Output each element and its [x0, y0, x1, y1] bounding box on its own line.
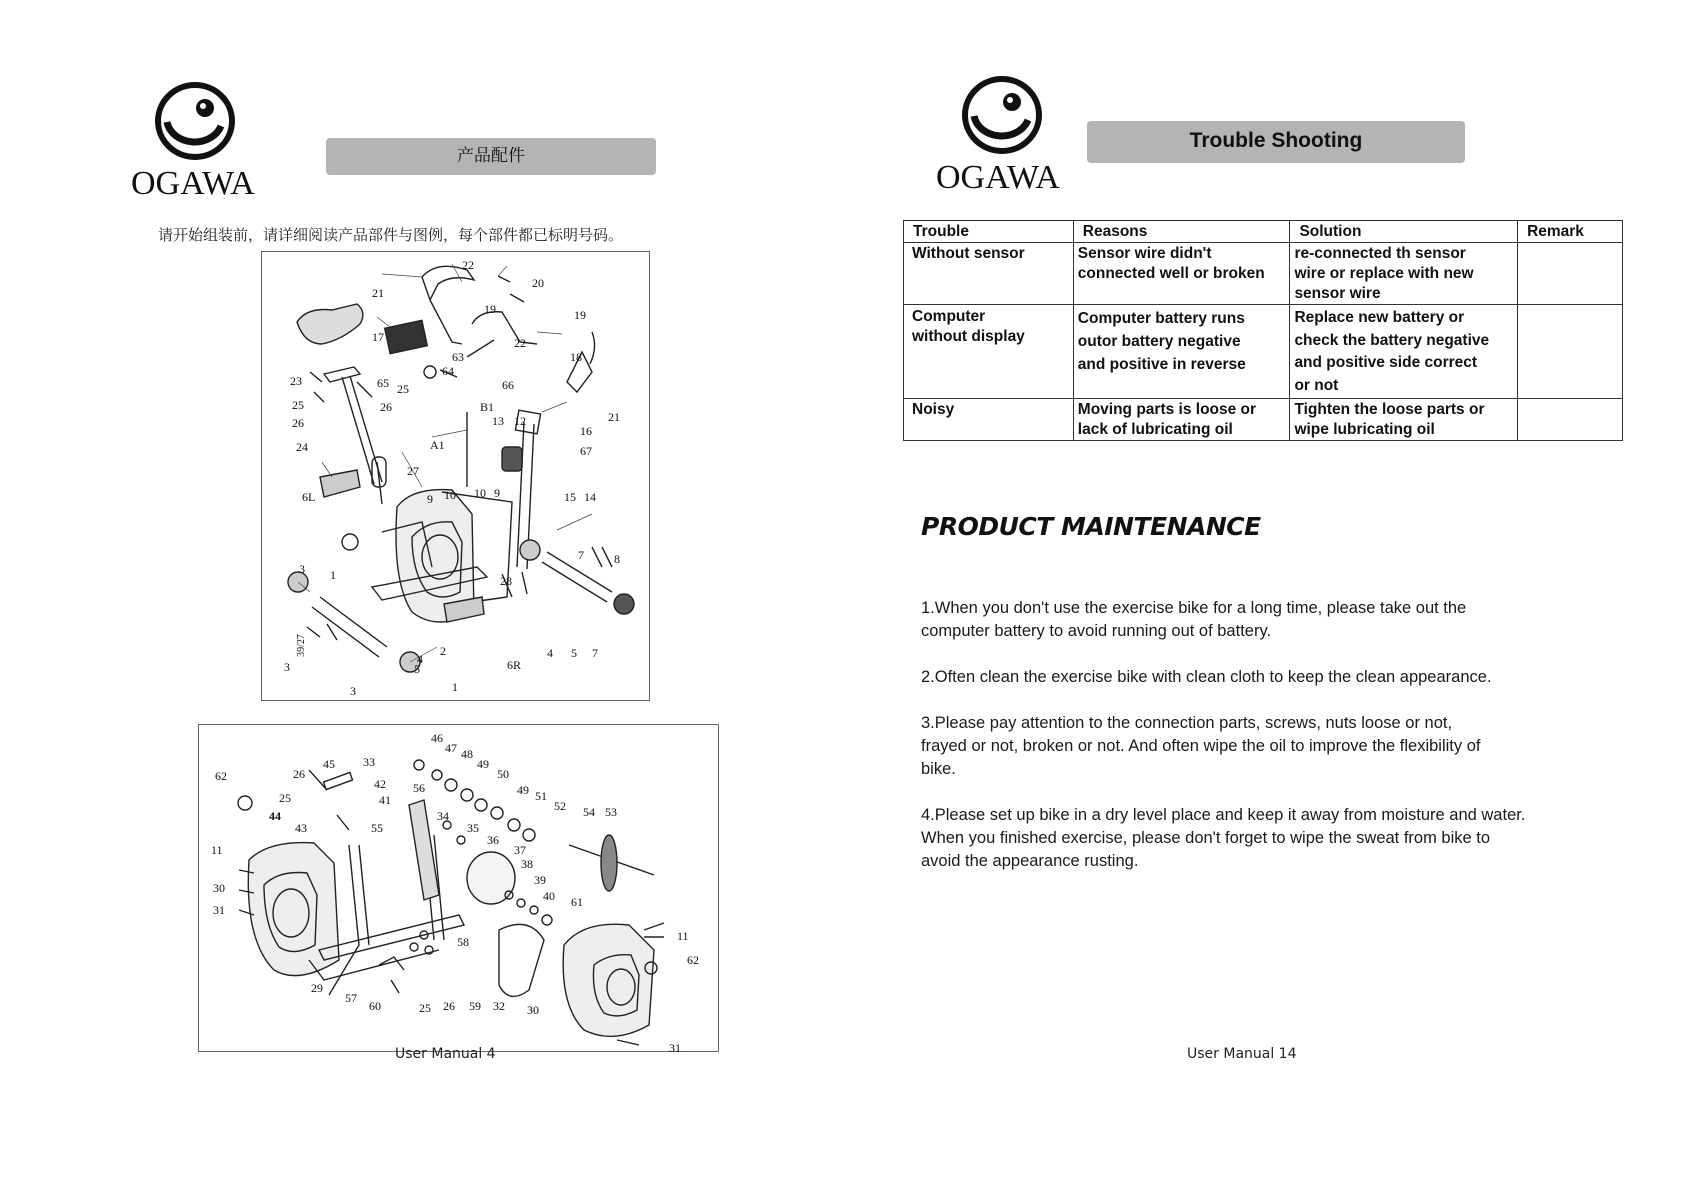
row-remark: [1518, 305, 1623, 399]
paragraph-line: avoid the appearance rusting.: [921, 852, 1139, 870]
paragraph-line: When you finished exercise, please don't forget to wipe the sweat from bike to: [921, 829, 1491, 847]
table-row: [904, 399, 1623, 441]
cell-line: check the battery negative: [1294, 331, 1490, 349]
part-number-label: 39: [534, 873, 546, 887]
part-number-label: 32: [493, 999, 505, 1013]
part-number-label: 3: [299, 562, 305, 576]
table-row: [904, 305, 1623, 399]
part-number-label: 33: [363, 755, 375, 769]
cell-line: and positive in reverse: [1077, 356, 1246, 373]
part-number-label: 17: [372, 330, 384, 344]
part-number-label: 7: [578, 548, 584, 562]
part-number-label: 14: [584, 490, 596, 504]
row-reasons: [1073, 399, 1290, 441]
part-number-label: B1: [480, 400, 495, 414]
part-number-label: 22: [514, 336, 526, 350]
part-number-label: 42: [374, 777, 386, 791]
part-number-label: 25: [279, 791, 291, 805]
cell-line: Tighten the loose parts or: [1294, 401, 1485, 418]
part-number-label: 18: [570, 350, 582, 364]
header-reasons: Reasons: [1073, 221, 1290, 243]
header-remark: Remark: [1518, 221, 1623, 243]
maintenance-item: [921, 804, 1641, 873]
part-number-label: 1: [330, 568, 336, 582]
paragraph-line: 3.Please pay attention to the connection parts, screws, nuts loose or not,: [921, 714, 1453, 732]
part-number-label: 60: [369, 999, 381, 1013]
part-number-label: 3: [284, 660, 290, 674]
part-number-label: 67: [580, 444, 592, 458]
part-number-label: 51: [535, 789, 547, 803]
part-number-label: 65: [377, 376, 389, 390]
cell-line: wire or replace with new: [1294, 265, 1474, 282]
part-number-label: 24: [296, 440, 308, 454]
part-number-label: 25: [419, 1001, 431, 1015]
part-number-label: 26: [293, 767, 305, 781]
cell-line: Replace new battery or: [1294, 309, 1465, 326]
right-page-footer: User Manual 14: [1187, 1046, 1297, 1062]
paragraph-line: 2.Often clean the exercise bike with clean cloth to keep the clean appearance.: [921, 668, 1492, 686]
maintenance-item: [921, 712, 1621, 781]
part-number-label: 43: [295, 821, 307, 835]
part-number-label: 2: [440, 644, 446, 658]
part-number-label: 26: [380, 400, 392, 414]
cell-line: Sensor wire didn't: [1077, 245, 1212, 262]
assembly-intro: 请开始组装前，请详细阅读产品部件与图例，每个部件都已标明号码。: [158, 226, 624, 244]
part-number-label: 55: [371, 821, 383, 835]
part-number-label: 12: [514, 414, 526, 428]
part-number-label: 20: [532, 276, 544, 290]
part-number-label: 21: [372, 286, 384, 300]
part-number-label: 30: [213, 881, 225, 895]
part-number-label: 50: [497, 767, 509, 781]
flywheel-exploded-view-icon: [199, 725, 718, 1051]
row-trouble: [904, 305, 1074, 399]
cell-line: outor battery negative: [1077, 333, 1241, 350]
part-number-label: 15: [564, 490, 576, 504]
part-number-label: 6R: [507, 658, 522, 672]
part-number-label: 62: [687, 953, 699, 967]
part-number-label: 62: [215, 769, 227, 783]
part-number-label: 40: [543, 889, 555, 903]
part-number-label: 58: [457, 935, 469, 949]
paragraph-line: computer battery to avoid running out of battery.: [921, 622, 1272, 640]
cell-line: sensor wire: [1294, 285, 1381, 302]
part-number-label: 38: [521, 857, 533, 871]
left-page-footer: User Manual 4: [395, 1046, 496, 1062]
cell-line: without display: [912, 328, 1025, 345]
ogawa-logo-icon: [962, 76, 1048, 154]
header-trouble: Trouble: [904, 221, 1074, 243]
part-number-label: 31: [669, 1041, 681, 1055]
exploded-diagram-main: [261, 251, 650, 701]
part-number-label: 26: [443, 999, 455, 1013]
part-number-label: 41: [379, 793, 391, 807]
part-number-label: 44: [269, 809, 281, 823]
part-number-label: 56: [413, 781, 425, 795]
logo-wordmark: OGAWA: [131, 165, 255, 202]
table-header-row: [904, 221, 1623, 243]
part-number-label: 11: [211, 843, 223, 857]
part-number-label: 16: [580, 424, 592, 438]
parts-header-bar: [326, 138, 656, 175]
maintenance-item: [921, 666, 1621, 689]
part-number-label: 54: [583, 805, 595, 819]
cell-line: connected well or broken: [1077, 265, 1265, 282]
troubleshooting-table: [903, 220, 1623, 441]
part-number-label: 19: [484, 302, 496, 316]
cell-line: Computer: [912, 308, 986, 325]
table-row: [904, 243, 1623, 305]
part-number-label: 25: [292, 398, 304, 412]
row-reasons: [1073, 305, 1290, 399]
part-number-label: 21: [608, 410, 620, 424]
row-remark: [1518, 243, 1623, 305]
paragraph-line: 1.When you don't use the exercise bike for a long time, please take out the: [921, 599, 1467, 617]
part-number-label: 37: [514, 843, 526, 857]
ogawa-logo-icon: [155, 82, 241, 160]
part-number-label: 34: [437, 809, 449, 823]
part-number-label: 57: [345, 991, 357, 1005]
part-number-label: 61: [571, 895, 583, 909]
part-number-label: 48: [461, 747, 473, 761]
part-number-label: 22: [462, 258, 474, 272]
part-number-label: 4: [417, 652, 423, 666]
part-number-label: 8: [614, 552, 620, 566]
paragraph-line: bike.: [921, 760, 956, 778]
part-number-label: 11: [677, 929, 689, 943]
part-number-label: 13: [492, 414, 504, 428]
cell-line: lack of lubricating oil: [1077, 421, 1233, 438]
part-number-label: 5: [571, 646, 577, 660]
cell-line: Moving parts is loose or: [1077, 401, 1257, 418]
part-number-label: 25: [397, 382, 409, 396]
parts-header-title: 产品配件: [457, 146, 525, 166]
row-remark: [1518, 399, 1623, 441]
part-number-label: 31: [213, 903, 225, 917]
part-number-label: 30: [527, 1003, 539, 1017]
part-number-label: 10: [474, 486, 486, 500]
part-number-label: 47: [445, 741, 457, 755]
cell-line: Without sensor: [912, 245, 1025, 262]
paragraph-line: 4.Please set up bike in a dry level place and keep it away from moisture and water.: [921, 806, 1526, 824]
part-number-label: 9: [494, 486, 500, 500]
row-solution: [1290, 243, 1518, 305]
part-number-label: 4: [547, 646, 553, 660]
row-trouble: [904, 243, 1074, 305]
part-number-label: 23: [290, 374, 302, 388]
part-number-label: 52: [554, 799, 566, 813]
part-number-label: 66: [502, 378, 514, 392]
paragraph-line: frayed or not, broken or not. And often wipe the oil to improve the flexibility of: [921, 737, 1481, 755]
part-number-label: 35: [467, 821, 479, 835]
trouble-shooting-header-bar: [1087, 121, 1465, 163]
part-number-label: 29: [311, 981, 323, 995]
part-number-label: 46: [431, 731, 443, 745]
maintenance-item: [921, 597, 1621, 643]
row-solution: [1290, 399, 1518, 441]
part-number-label: 53: [605, 805, 617, 819]
cell-line: Noisy: [912, 401, 955, 418]
cell-line: wipe lubricating oil: [1294, 421, 1435, 438]
logo-wordmark: OGAWA: [936, 159, 1060, 196]
part-number-label: 63: [452, 350, 464, 364]
cell-line: Computer battery runs: [1077, 310, 1245, 327]
part-number-label: 3: [350, 684, 356, 698]
maintenance-title: PRODUCT MAINTENANCE: [921, 512, 1261, 541]
part-number-label: 49: [477, 757, 489, 771]
part-number-label: 28: [500, 574, 512, 588]
part-number-label: 19: [574, 308, 586, 322]
part-number-label: 49: [517, 783, 529, 797]
row-trouble: [904, 399, 1074, 441]
header-solution: Solution: [1290, 221, 1518, 243]
part-number-label: 26: [292, 416, 304, 430]
part-number-label: 9: [427, 492, 433, 506]
row-solution: [1290, 305, 1518, 399]
cell-line: re-connected th sensor: [1294, 245, 1466, 262]
trouble-shooting-title: Trouble Shooting: [1189, 129, 1363, 152]
part-number-label: 39/27: [295, 634, 307, 657]
part-number-label: 36: [487, 833, 499, 847]
cell-line: and positive side correct: [1294, 354, 1478, 371]
row-reasons: [1073, 243, 1290, 305]
part-number-label: 10: [444, 488, 456, 502]
part-number-label: 27: [407, 464, 419, 478]
part-number-label: 1: [452, 680, 458, 694]
cell-line: or not: [1294, 376, 1339, 394]
part-number-label: 7: [592, 646, 598, 660]
part-number-label: A1: [430, 438, 445, 452]
part-number-label: 45: [323, 757, 335, 771]
part-number-label: 6L: [302, 490, 316, 504]
part-number-label: 5: [414, 662, 420, 676]
bike-exploded-view-icon: [262, 252, 649, 700]
part-number-label: 64: [442, 364, 454, 378]
part-number-label: 59: [469, 999, 481, 1013]
